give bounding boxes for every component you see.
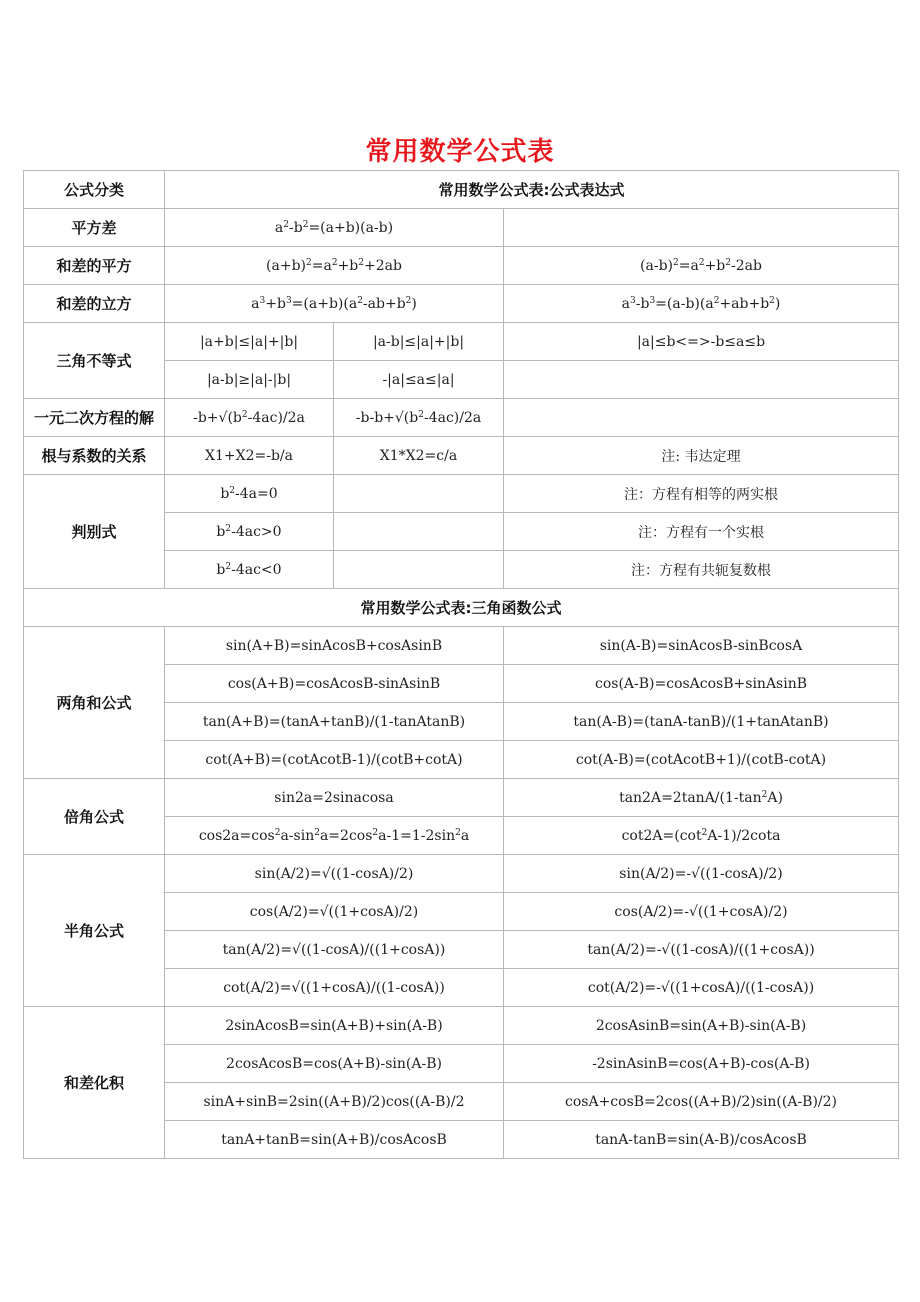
note-cell: 注：方程有一个实根 [504, 513, 899, 551]
formula-cell: sin(A-B)=sinAcosB-sinBcosA [504, 627, 899, 665]
formula-cell: 2cosAcosB=cos(A+B)-sin(A-B) [165, 1045, 504, 1083]
trig-section-header: 常用数学公式表:三角函数公式 [24, 589, 899, 627]
formula-cell: cosA+cosB=2cos((A+B)/2)sin((A-B)/2) [504, 1083, 899, 1121]
formula-cos-double: $\cos 2a=\cos^2a-\sin^2a=2\cos^2a-1=1-2\sin^2a$ [165, 817, 504, 855]
formula-cell: X1*X2=c/a [334, 437, 504, 475]
formula-cell: tanA-tanB=sin(A-B)/cosAcosB [504, 1121, 899, 1159]
formula-discriminant-zero: $b^2-4a=0$ [165, 475, 334, 513]
formula-discriminant-negative: $b^2-4ac<0$ [165, 551, 334, 589]
category-quadratic-roots: 一元二次方程的解 [24, 399, 165, 437]
formula-cell: cos(A/2)=√((1+cosA)/2) [165, 893, 504, 931]
formula-cell: sin2a=2sinacosa [165, 779, 504, 817]
category-discriminant: 判别式 [24, 475, 165, 589]
formula-cell: sin(A+B)=sinAcosB+cosAsinB [165, 627, 504, 665]
formula-square-difference: $a^2-b^2=(a+b)(a-b)$ [165, 209, 504, 247]
formula-table [23, 170, 899, 1159]
table-row [24, 627, 899, 665]
formula-cell: sin(A/2)=√((1-cosA)/2) [165, 855, 504, 893]
empty-cell [334, 513, 504, 551]
formula-discriminant-positive: $b^2-4ac>0$ [165, 513, 334, 551]
formula-cell: cot(A-B)=(cotAcotB+1)/(cotB-cotA) [504, 741, 899, 779]
formula-quadratic-root-2: $-b-b+√(b^2-4ac)/2a$ [334, 399, 504, 437]
formula-cell: |a-b|≥|a|-|b| [165, 361, 334, 399]
table-row [24, 209, 899, 247]
formula-quadratic-root-1: $-b+√(b^2-4ac)/2a$ [165, 399, 334, 437]
formula-cell: sin(A/2)=-√((1-cosA)/2) [504, 855, 899, 893]
table-row [24, 1007, 899, 1045]
empty-cell [334, 551, 504, 589]
empty-cell [334, 475, 504, 513]
category-square-difference: 平方差 [24, 209, 165, 247]
formula-cell: |a+b|≤|a|+|b| [165, 323, 334, 361]
category-half-angle: 半角公式 [24, 855, 165, 1007]
formula-minus-square: $(a-b)^2=a^2+b^2-2ab$ [504, 247, 899, 285]
empty-cell [504, 399, 899, 437]
table-row [24, 399, 899, 437]
formula-cell: tan(A/2)=√((1-cosA)/((1+cosA)) [165, 931, 504, 969]
category-double-angle: 倍角公式 [24, 779, 165, 855]
formula-cell: tan(A/2)=-√((1-cosA)/((1+cosA)) [504, 931, 899, 969]
table-row [24, 779, 899, 817]
formula-cell: tanA+tanB=sin(A+B)/cosAcosB [165, 1121, 504, 1159]
formula-cell: -|a|≤a≤|a| [334, 361, 504, 399]
category-sum-to-product: 和差化积 [24, 1007, 165, 1159]
empty-cell [504, 361, 899, 399]
formula-cell: 2cosAsinB=sin(A+B)-sin(A-B) [504, 1007, 899, 1045]
table-row [24, 855, 899, 893]
formula-tan-double: $\tan 2A=2\tan A/(1-\tan^2A)$ [504, 779, 899, 817]
table-row [24, 475, 899, 513]
formula-cell: cos(A/2)=-√((1+cosA)/2) [504, 893, 899, 931]
formula-cell: |a-b|≤|a|+|b| [334, 323, 504, 361]
formula-cell: 2sinAcosB=sin(A+B)+sin(A-B) [165, 1007, 504, 1045]
formula-cell: sinA+sinB=2sin((A+B)/2)cos((A-B)/2 [165, 1083, 504, 1121]
formula-cell: |a|≤b<=>-b≤a≤b [504, 323, 899, 361]
formula-cell: -2sinAsinB=cos(A+B)-cos(A-B) [504, 1045, 899, 1083]
note-cell: 注：方程有相等的两实根 [504, 475, 899, 513]
formula-cell: cos(A+B)=cosAcosB-sinAsinB [165, 665, 504, 703]
formula-plus-square: $(a+b)^2=a^2+b^2+2ab$ [165, 247, 504, 285]
formula-cell: tan(A-B)=(tanA-tanB)/(1+tanAtanB) [504, 703, 899, 741]
category-roots-coefficients: 根与系数的关系 [24, 437, 165, 475]
table-row [24, 247, 899, 285]
formula-minus-cube: $a^3-b^3=(a-b)(a^2+ab+b^2)$ [504, 285, 899, 323]
category-sum-angle: 两角和公式 [24, 627, 165, 779]
formula-cell: cot(A+B)=(cotAcotB-1)/(cotB+cotA) [165, 741, 504, 779]
table-header-row [24, 171, 899, 209]
formula-cell: cot(A/2)=-√((1+cosA)/((1-cosA)) [504, 969, 899, 1007]
formula-cot-double: $\cot 2A=(\cot^2A-1)/2\cot a$ [504, 817, 899, 855]
table-row [24, 323, 899, 361]
formula-cell: X1+X2=-b/a [165, 437, 334, 475]
formula-plus-cube: $a^3+b^3=(a+b)(a^2-ab+b^2)$ [165, 285, 504, 323]
table-row [24, 437, 899, 475]
formula-cell: cos(A-B)=cosAcosB+sinAsinB [504, 665, 899, 703]
trig-section-row [24, 589, 899, 627]
empty-cell [504, 209, 899, 247]
table-row [24, 285, 899, 323]
note-cell: 注：方程有共轭复数根 [504, 551, 899, 589]
category-sum-diff-cube: 和差的立方 [24, 285, 165, 323]
header-category: 公式分类 [24, 171, 165, 209]
formula-cell: tan(A+B)=(tanA+tanB)/(1-tanAtanB) [165, 703, 504, 741]
page-title: 常用数学公式表 [365, 137, 555, 167]
header-expression: 常用数学公式表:公式表达式 [165, 171, 899, 209]
category-sum-diff-square: 和差的平方 [24, 247, 165, 285]
formula-cell: cot(A/2)=√((1+cosA)/((1-cosA)) [165, 969, 504, 1007]
note-cell: 注: 韦达定理 [504, 437, 899, 475]
category-triangle-inequality: 三角不等式 [24, 323, 165, 399]
